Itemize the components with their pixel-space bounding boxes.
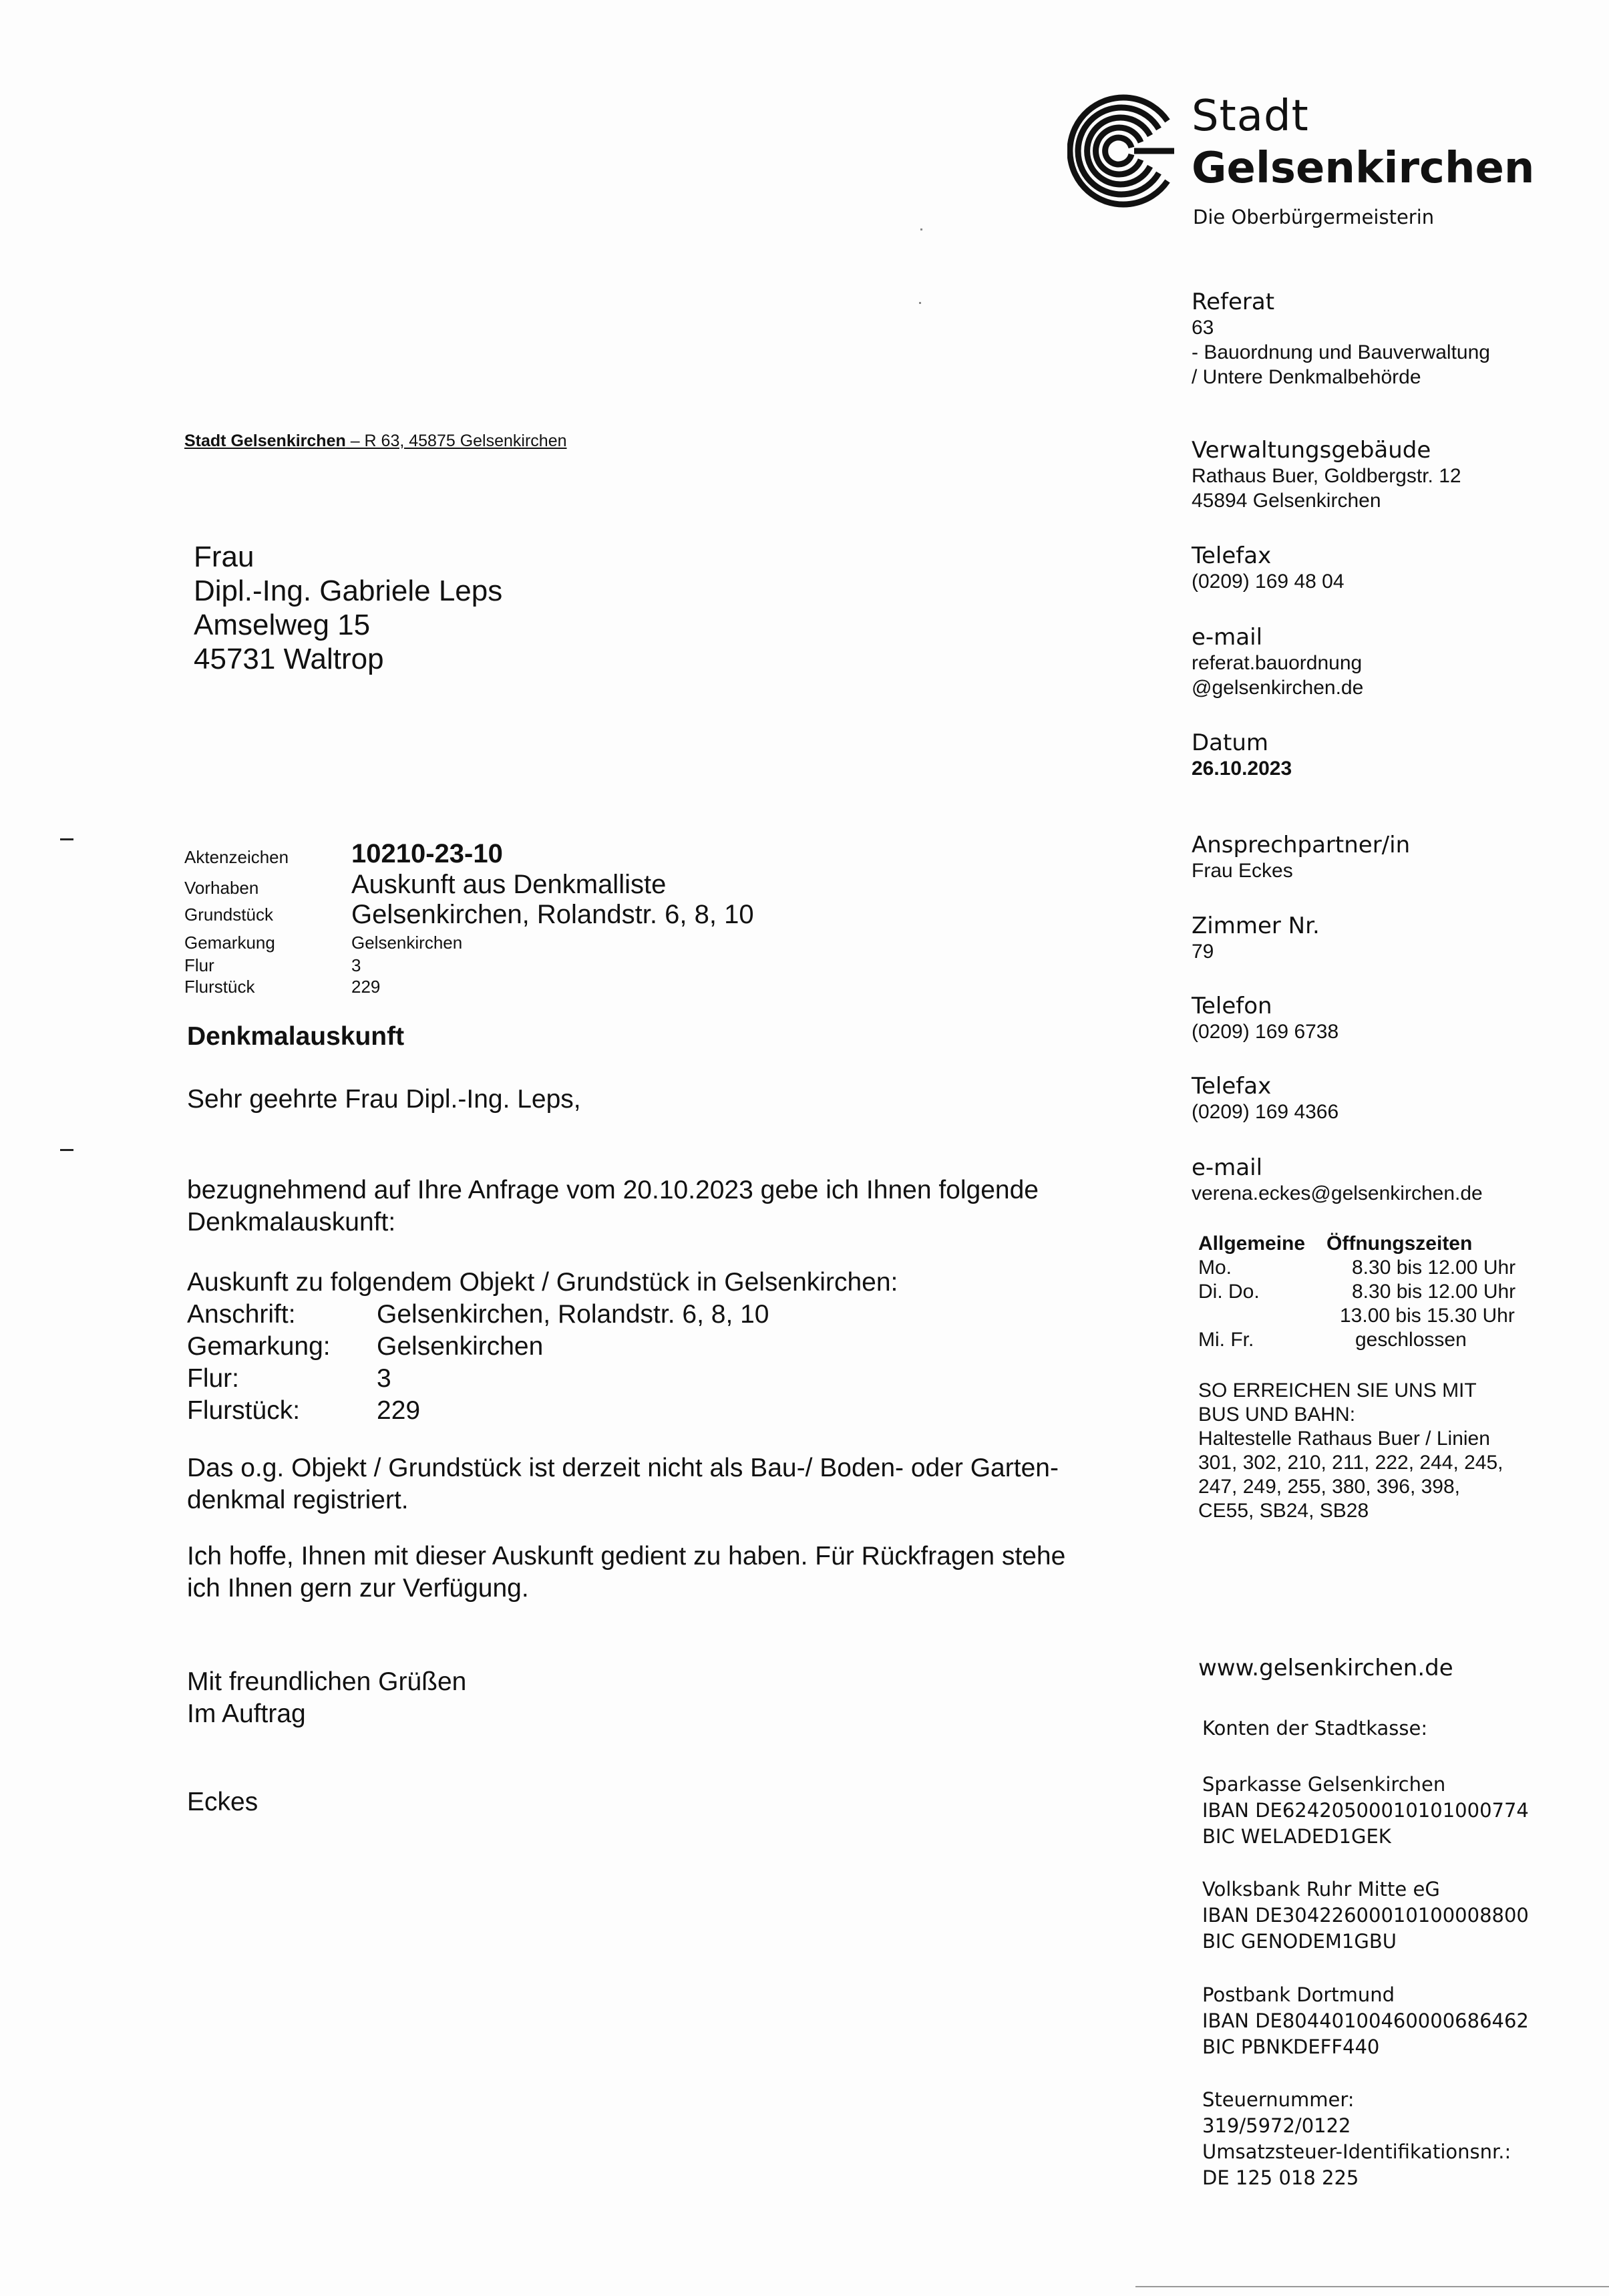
ref-label: Flur (184, 955, 214, 975)
sidebar-value: 63 (1192, 317, 1214, 339)
hours-title-2: Öffnungszeiten (1326, 1233, 1473, 1255)
recipient-line: 45731 Waltrop (194, 643, 384, 675)
bank-sparkasse (1202, 1772, 1529, 1850)
sidebar-label: e-mail (1192, 624, 1263, 651)
paragraph-line: bezugnehmend auf Ihre Anfrage vom 20.10.2023 gebe ich Ihnen folgende (187, 1176, 1039, 1204)
object-value: Gelsenkirchen, Rolandstr. 6, 8, 10 (377, 1300, 769, 1329)
sidebar-email (1192, 624, 1363, 700)
signature-name: Eckes (187, 1788, 258, 1816)
sidebar-label: Telefon (1192, 993, 1272, 1019)
city-logo-icon (1067, 94, 1181, 208)
ref-value: 229 (351, 977, 381, 997)
recipient-line: Frau (194, 540, 254, 573)
sidebar-datum (1192, 729, 1292, 781)
salutation: Sehr geehrte Frau Dipl.-Ing. Leps, (187, 1085, 581, 1114)
hours-day: Mi. Fr. (1198, 1329, 1254, 1351)
scan-dot (920, 228, 922, 230)
tax-line: Steuernummer: (1202, 2088, 1355, 2111)
hours-time: 13.00 bis 15.30 Uhr (1340, 1305, 1515, 1327)
sidebar-telefax (1192, 542, 1345, 594)
sidebar-value: (0209) 169 48 04 (1192, 570, 1345, 593)
ref-label: Gemarkung (184, 933, 275, 953)
sidebar-label: Referat (1192, 289, 1275, 315)
bank-bic: BIC GENODEM1GBU (1202, 1930, 1397, 1953)
sidebar-value: Frau Eckes (1192, 860, 1293, 882)
tax-line: Umsatzsteuer-Identifikationsnr.: (1202, 2140, 1511, 2163)
bank-bic: BIC WELADED1GEK (1202, 1825, 1391, 1848)
paragraph-line: denkmal registriert. (187, 1486, 409, 1514)
ref-value: Gelsenkirchen (351, 933, 463, 953)
ref-value: 3 (351, 955, 361, 975)
sidebar-value: referat.bauordnung (1192, 652, 1363, 674)
paragraph-line: Das o.g. Objekt / Grundstück ist derzeit nicht als Bau-/ Boden- oder Garten- (187, 1454, 1059, 1482)
bank-postbank (1202, 1982, 1529, 2060)
bank-bic: BIC PBNKDEFF440 (1202, 2035, 1380, 2058)
sidebar-value: 79 (1192, 941, 1214, 963)
hours-time: 8.30 bis 12.00 Uhr (1352, 1281, 1516, 1303)
recipient-line: Dipl.-Ing. Gabriele Leps (194, 575, 503, 607)
tax-info (1202, 2087, 1511, 2191)
transit-line: BUS UND BAHN: (1198, 1404, 1356, 1426)
sidebar-value: verena.eckes@gelsenkirchen.de (1192, 1182, 1483, 1204)
object-value: 3 (377, 1364, 391, 1393)
letter-subject: Denkmalauskunft (187, 1022, 405, 1051)
tax-line: 319/5972/0122 (1202, 2114, 1351, 2137)
sidebar-label: Ansprechpartner/in (1192, 832, 1411, 858)
logo-subtitle: Die Oberbürgermeisterin (1193, 206, 1435, 228)
ref-label: Grundstück (184, 905, 273, 925)
ref-value: Auskunft aus Denkmalliste (351, 870, 667, 899)
closing (187, 1666, 466, 1730)
ref-label: Flurstück (184, 977, 255, 997)
paragraph-line: Denkmalauskunft: (187, 1208, 396, 1237)
ref-label: Vorhaben (184, 878, 259, 898)
date-value: 26.10.2023 (1192, 758, 1292, 780)
bank-name: Sparkasse Gelsenkirchen (1202, 1773, 1446, 1796)
sidebar-value: - Bauordnung und Bauverwaltung (1192, 341, 1490, 363)
sidebar-email2 (1192, 1154, 1483, 1206)
paragraph-3 (187, 1540, 1065, 1605)
hours-time: 8.30 bis 12.00 Uhr (1352, 1257, 1516, 1279)
transit-info (1198, 1379, 1503, 1523)
paragraph-1 (187, 1174, 1039, 1239)
sidebar-value: (0209) 169 4366 (1192, 1101, 1339, 1123)
transit-line: CE55, SB24, SB28 (1198, 1500, 1369, 1522)
paragraph-line: ich Ihnen gern zur Verfügung. (187, 1574, 529, 1603)
sender-line (184, 432, 567, 451)
sidebar-telefax2 (1192, 1073, 1338, 1124)
sidebar-telefon (1192, 993, 1338, 1044)
hours-title-1: Allgemeine (1198, 1233, 1306, 1255)
opening-hours (1198, 1232, 1519, 1352)
sidebar-gebaeude (1192, 437, 1461, 513)
bank-name: Volksbank Ruhr Mitte eG (1202, 1878, 1440, 1901)
transit-line: 247, 249, 255, 380, 396, 398, (1198, 1476, 1461, 1498)
transit-line: Haltestelle Rathaus Buer / Linien (1198, 1428, 1490, 1450)
sidebar-label: Verwaltungsgebäude (1192, 437, 1431, 464)
object-heading: Auskunft zu folgendem Objekt / Grundstück in Gelsenkirchen: (187, 1268, 898, 1297)
transit-line: SO ERREICHEN SIE UNS MIT (1198, 1379, 1477, 1402)
sidebar-value: @gelsenkirchen.de (1192, 677, 1364, 699)
ref-value: 10210-23-10 (351, 839, 503, 868)
margin-mark (60, 838, 73, 840)
sidebar-label: Datum (1192, 729, 1269, 756)
paragraph-2 (187, 1452, 1059, 1516)
tax-line: DE 125 018 225 (1202, 2166, 1359, 2189)
ref-value: Gelsenkirchen, Rolandstr. 6, 8, 10 (351, 900, 754, 929)
sidebar-value: 45894 Gelsenkirchen (1192, 490, 1381, 512)
recipient-address (194, 540, 502, 676)
bank-iban: IBAN DE80440100460000686462 (1202, 2009, 1529, 2032)
ref-label: Aktenzeichen (184, 847, 289, 867)
paragraph-line: Ich hoffe, Ihnen mit dieser Auskunft gedient zu haben. Für Rückfragen stehe (187, 1542, 1066, 1571)
sidebar-value: / Untere Denkmalbehörde (1192, 366, 1421, 388)
sidebar-zimmer (1192, 913, 1320, 964)
sidebar-label: Telefax (1192, 542, 1272, 569)
object-label: Gemarkung: (187, 1332, 331, 1361)
margin-mark (60, 1149, 73, 1151)
object-label: Flurstück: (187, 1396, 301, 1425)
sidebar-value: (0209) 169 6738 (1192, 1021, 1339, 1043)
object-label: Anschrift: (187, 1300, 296, 1329)
footer-konten: Konten der Stadtkasse: (1202, 1717, 1428, 1740)
bank-iban: IBAN DE62420500010101000774 (1202, 1799, 1529, 1822)
object-block (187, 1267, 1122, 1427)
sidebar-label: e-mail (1192, 1154, 1263, 1181)
sidebar-label: Zimmer Nr. (1192, 913, 1320, 939)
object-label: Flur: (187, 1364, 239, 1393)
closing-line: Im Auftrag (187, 1699, 306, 1728)
hours-time: geschlossen (1355, 1329, 1467, 1351)
bank-volksbank (1202, 1876, 1529, 1955)
footer-website: www.gelsenkirchen.de (1198, 1655, 1453, 1681)
sidebar-value: Rathaus Buer, Goldbergstr. 12 (1192, 465, 1461, 487)
scan-dot (919, 302, 921, 304)
transit-line: 301, 302, 210, 211, 222, 244, 245, (1198, 1452, 1503, 1474)
hours-day: Mo. (1198, 1257, 1232, 1279)
recipient-line: Amselweg 15 (194, 609, 371, 641)
sender-name: Stadt Gelsenkirchen (184, 432, 346, 450)
bank-name: Postbank Dortmund (1202, 1983, 1395, 2006)
logo-title-city: Gelsenkirchen (1192, 144, 1535, 193)
sender-address: – R 63, 45875 Gelsenkirchen (345, 432, 567, 450)
sidebar-ansprech (1192, 832, 1410, 883)
object-value: Gelsenkirchen (377, 1332, 544, 1361)
logo-title-stadt: Stadt (1192, 92, 1309, 141)
sidebar-label: Telefax (1192, 1073, 1272, 1100)
bank-iban: IBAN DE30422600010100008800 (1202, 1904, 1529, 1927)
closing-line: Mit freundlichen Grüßen (187, 1667, 467, 1696)
hours-day: Di. Do. (1198, 1281, 1260, 1303)
scan-line (1135, 2286, 1609, 2287)
object-value: 229 (377, 1396, 421, 1425)
sidebar-referat (1192, 289, 1490, 389)
